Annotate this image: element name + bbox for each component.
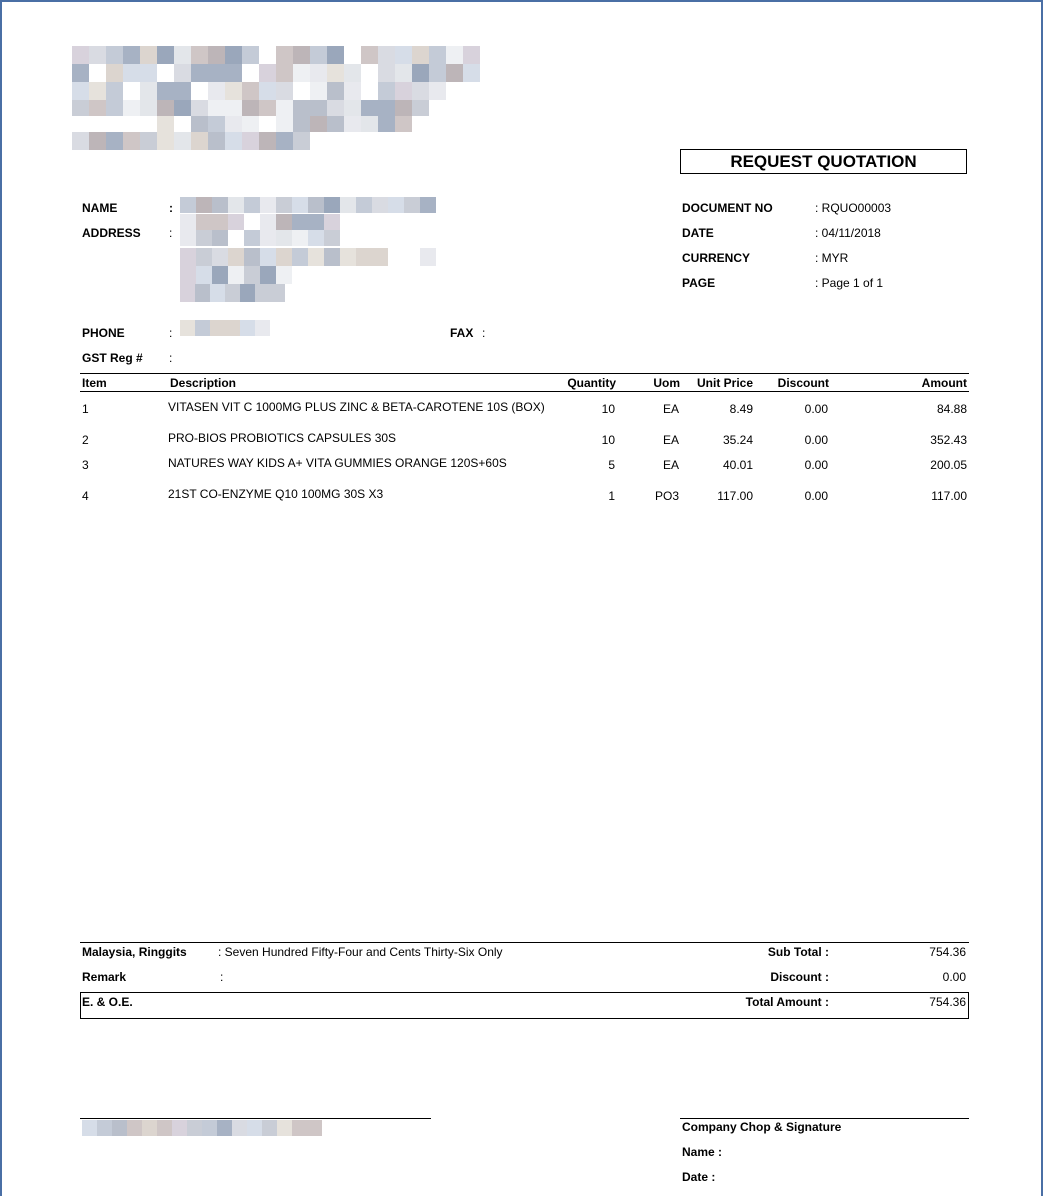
redaction-tile [212,197,228,213]
redaction-tile [327,100,344,116]
document-no-label: DOCUMENT NO [682,201,773,215]
date-value: : 04/11/2018 [815,226,881,240]
redaction-tile [260,214,276,230]
discount-label: Discount : [770,970,829,984]
address-colon: : [169,226,173,240]
row-2-quantity: 10 [601,433,615,447]
redaction-tile [72,100,89,116]
redaction-tile [172,1120,187,1136]
redaction-tile [260,248,276,266]
redaction-tile [260,197,276,213]
redaction-tile [292,1120,307,1136]
redaction-tile [242,132,259,150]
redaction-tile [276,100,293,116]
header-description: Description [170,376,237,390]
redaction-tile [310,100,327,116]
redaction-tile [277,1120,292,1136]
document-no-value: : RQUO00003 [815,201,892,215]
page-value: : Page 1 of 1 [815,276,884,290]
redaction-tile [270,284,285,302]
redaction-tile [123,100,140,116]
redaction-tile [344,100,361,116]
redaction-tile [395,46,412,64]
redaction-tile [240,320,255,336]
left-signature-rule [80,1118,431,1119]
row-2-discount: 0.00 [804,433,828,447]
redaction-tile [174,100,191,116]
redaction-tile [378,100,395,116]
header-item: Item [82,376,107,390]
redaction-tile [106,82,123,100]
redaction-tile [244,197,260,213]
redaction-tile [327,46,344,64]
total-amount-label: Total Amount : [745,995,829,1009]
signature-name-label: Name : [682,1145,723,1159]
redaction-tile [140,100,157,116]
row-1-description: VITASEN VIT C 1000MG PLUS ZINC & BETA-CAROTENE 10S (BOX) [168,400,545,414]
redaction-tile [310,64,327,82]
discount-value: 0.00 [942,970,966,984]
redaction-tile [420,197,436,213]
redaction-tile [293,100,310,116]
redaction-tile [361,100,378,116]
redaction-tile [157,46,174,64]
row-1-unit-price: 8.49 [729,402,753,416]
redaction-tile [293,46,310,64]
gst-label: GST Reg # [82,351,143,365]
redaction-tile [255,320,270,336]
row-3-description: NATURES WAY KIDS A+ VITA GUMMIES ORANGE 120S+60S [168,456,507,470]
redaction-tile [180,266,196,284]
redaction-tile [378,46,395,64]
redaction-tile [140,82,157,100]
row-4-uom: PO3 [654,489,679,503]
subtotal-value: 754.36 [929,945,966,959]
redaction-tile [276,248,292,266]
currency-label: CURRENCY [682,251,751,265]
redaction-tile [463,64,480,82]
redaction-tile [191,64,208,82]
redaction-tile [395,64,412,82]
redaction-tile [174,132,191,150]
redaction-tile [112,1120,127,1136]
redaction-tile [327,82,344,100]
redaction-tile [378,82,395,100]
redaction-tile [208,132,225,150]
table-header-rule [80,391,969,392]
redaction-tile [174,82,191,100]
redaction-tile [276,116,293,132]
row-1-uom: EA [662,402,679,416]
currency-value: : MYR [815,251,849,265]
redaction-tile [242,100,259,116]
redaction-tile [340,197,356,213]
redaction-tile [157,100,174,116]
redaction-tile [388,197,404,213]
row-2-amount: 352.43 [930,433,967,447]
redaction-tile [72,132,89,150]
redaction-tile [191,46,208,64]
redaction-tile [82,1120,97,1136]
redaction-tile [89,82,106,100]
redaction-tile [180,320,195,336]
redaction-tile [140,132,157,150]
redaction-tile [276,197,292,213]
redaction-tile [361,46,378,64]
redaction-tile [310,46,327,64]
redaction-tile [210,284,225,302]
redaction-tile [247,1120,262,1136]
redaction-tile [225,64,242,82]
redaction-tile [72,82,89,100]
redaction-tile [210,320,225,336]
redaction-tile [412,82,429,100]
redaction-tile [127,1120,142,1136]
redaction-tile [327,116,344,132]
redaction-tile [420,248,436,266]
fax-colon: : [482,326,486,340]
total-amount-value: 754.36 [929,995,966,1009]
redaction-tile [196,248,212,266]
redaction-tile [208,100,225,116]
redaction-tile [225,82,242,100]
redaction-tile [292,230,308,246]
redaction-tile [276,64,293,82]
phone-label: PHONE [82,326,125,340]
redaction-tile [89,132,106,150]
redaction-tile [106,100,123,116]
remark-value: : [220,970,224,984]
redaction-tile [308,197,324,213]
redaction-tile [196,266,212,284]
redaction-tile [259,64,276,82]
redaction-tile [372,197,388,213]
redaction-tile [446,46,463,64]
redaction-tile [195,284,210,302]
redaction-tile [307,1120,322,1136]
redaction-tile [196,214,212,230]
redaction-tile [292,197,308,213]
redaction-tile [276,46,293,64]
row-4-amount: 117.00 [931,489,967,503]
page-label: PAGE [682,276,716,290]
redaction-tile [89,100,106,116]
redaction-tile [196,197,212,213]
redaction-tile [106,64,123,82]
redaction-tile [180,197,196,213]
redaction-tile [276,266,292,284]
redaction-tile [106,132,123,150]
redaction-tile [212,266,228,284]
row-4-discount: 0.00 [804,489,828,503]
header-discount: Discount [777,376,829,390]
redaction-tile [395,82,412,100]
redaction-tile [196,230,212,246]
redaction-tile [404,197,420,213]
row-4-quantity: 1 [608,489,615,503]
redaction-tile [242,82,259,100]
redaction-tile [106,46,123,64]
redaction-tile [293,132,310,150]
header-uom: Uom [653,376,680,390]
redaction-tile [228,197,244,213]
subtotal-label: Sub Total : [767,945,829,959]
redaction-tile [123,64,140,82]
redaction-tile [232,1120,247,1136]
table-top-rule [80,373,969,374]
redaction-tile [310,116,327,132]
redaction-tile [244,248,260,266]
company-chop-label: Company Chop & Signature [682,1120,842,1134]
redaction-tile [225,132,242,150]
eoe-label: E. & O.E. [82,995,133,1009]
redaction-tile [174,64,191,82]
redaction-tile [208,116,225,132]
redaction-tile [395,100,412,116]
header-unit-price: Unit Price [696,376,753,390]
redaction-tile [142,1120,157,1136]
redaction-tile [180,284,195,302]
row-2-uom: EA [662,433,679,447]
redaction-tile [308,248,324,266]
row-1-discount: 0.00 [804,402,828,416]
row-4-item: 4 [82,489,89,503]
redaction-tile [292,214,308,230]
totals-top-rule [80,942,969,943]
redaction-tile [208,82,225,100]
total-amount-box [80,992,969,1019]
row-1-quantity: 10 [601,402,615,416]
redaction-tile [293,116,310,132]
header-quantity: Quantity [567,376,616,390]
row-3-unit-price: 40.01 [722,458,753,472]
redaction-tile [157,132,174,150]
redaction-tile [260,266,276,284]
redaction-tile [191,116,208,132]
redaction-tile [157,82,174,100]
redaction-tile [202,1120,217,1136]
redaction-tile [378,64,395,82]
redaction-tile [123,132,140,150]
redaction-tile [292,248,308,266]
redaction-tile [412,100,429,116]
redaction-tile [208,64,225,82]
phone-colon: : [169,326,173,340]
redaction-tile [180,230,196,246]
redaction-tile [259,82,276,100]
redaction-tile [217,1120,232,1136]
redaction-tile [191,100,208,116]
row-1-item: 1 [82,402,89,416]
redaction-tile [157,116,174,132]
redaction-tile [191,132,208,150]
amount-in-words: : Seven Hundred Fifty-Four and Cents Thirty-Six Only [218,945,503,959]
redaction-tile [72,46,89,64]
redaction-tile [240,284,255,302]
redaction-tile [429,64,446,82]
redaction-tile [208,46,225,64]
row-3-discount: 0.00 [804,458,828,472]
redaction-tile [340,248,356,266]
redaction-tile [412,46,429,64]
redaction-tile [187,1120,202,1136]
redaction-tile [308,214,324,230]
redaction-tile [140,64,157,82]
redaction-tile [255,284,270,302]
name-colon: : [169,201,173,215]
redaction-tile [212,230,228,246]
redaction-tile [225,116,242,132]
redaction-tile [157,1120,172,1136]
redaction-tile [276,132,293,150]
redaction-tile [378,116,395,132]
address-label: ADDRESS [82,226,141,240]
redaction-tile [412,64,429,82]
redaction-tile [244,230,260,246]
redaction-tile [180,214,196,230]
redaction-tile [260,230,276,246]
redaction-tile [174,46,191,64]
signature-date-label: Date : [682,1170,716,1184]
gst-colon: : [169,351,173,365]
row-1-amount: 84.88 [936,402,967,416]
row-3-item: 3 [82,458,89,472]
redaction-tile [228,214,244,230]
redaction-tile [195,320,210,336]
words-label: Malaysia, Ringgits [82,945,187,959]
redaction-tile [293,64,310,82]
redaction-tile [324,214,340,230]
redaction-tile [344,64,361,82]
redaction-tile [242,46,259,64]
redaction-tile [308,230,324,246]
redaction-tile [310,82,327,100]
redaction-tile [140,46,157,64]
redaction-tile [72,64,89,82]
redaction-tile [361,116,378,132]
redaction-tile [89,46,106,64]
redaction-tile [97,1120,112,1136]
row-2-description: PRO-BIOS PROBIOTICS CAPSULES 30S [168,431,397,445]
redaction-tile [276,230,292,246]
date-label: DATE [682,226,714,240]
name-label: NAME [82,201,118,215]
redaction-tile [324,248,340,266]
redaction-tile [262,1120,277,1136]
row-2-unit-price: 35.24 [722,433,753,447]
redaction-tile [242,116,259,132]
redaction-tile [446,64,463,82]
redaction-tile [429,46,446,64]
redaction-tile [244,266,260,284]
row-3-uom: EA [662,458,679,472]
row-3-amount: 200.05 [930,458,967,472]
redaction-tile [395,116,412,132]
row-4-description: 21ST CO-ENZYME Q10 100MG 30S X3 [168,487,384,501]
redaction-tile [463,46,480,64]
redaction-tile [356,248,372,266]
right-signature-rule [680,1118,969,1119]
redaction-tile [123,46,140,64]
header-amount: Amount [921,376,967,390]
redaction-tile [344,116,361,132]
redaction-tile [259,132,276,150]
redaction-tile [225,46,242,64]
redaction-tile [228,248,244,266]
fax-label: FAX [450,326,474,340]
remark-label: Remark [82,970,127,984]
redaction-tile [344,82,361,100]
redaction-tile [225,100,242,116]
redaction-tile [225,320,240,336]
row-4-unit-price: 117.00 [717,489,753,503]
redaction-tile [212,214,228,230]
redaction-tile [276,82,293,100]
document-title: REQUEST QUOTATION [680,149,967,174]
redaction-tile [212,248,228,266]
redaction-tile [356,197,372,213]
redaction-tile [259,100,276,116]
redaction-tile [324,197,340,213]
redaction-tile [429,82,446,100]
redaction-tile [228,266,244,284]
row-2-item: 2 [82,433,89,447]
redaction-tile [276,214,292,230]
redaction-tile [225,284,240,302]
redaction-tile [327,64,344,82]
redaction-tile [180,248,196,266]
row-3-quantity: 5 [608,458,615,472]
redaction-tile [372,248,388,266]
redaction-tile [324,230,340,246]
